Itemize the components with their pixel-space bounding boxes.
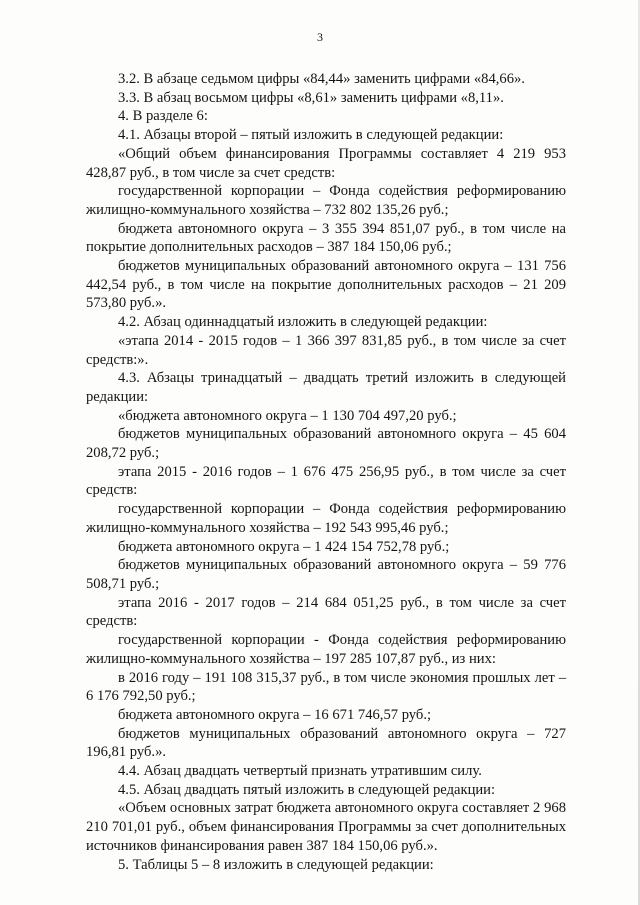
paragraph: государственной корпорации – Фонда содействия реформированию жилищно-коммунального хозяйства – 192 543 995,46 руб.; — [86, 501, 566, 536]
paragraph: 3.3. В абзац восьмом цифры «8,61» заменить цифрами «8,11». — [118, 89, 504, 106]
paragraph: бюджета автономного округа – 16 671 746,57 руб.; — [118, 706, 432, 723]
paragraph: «Объем основных затрат бюджета автономного округа составляет 2 968 210 701,01 руб., объем финансирования Программы за счет дополнительных источников финансирования равен 387 184 150,06 руб.». — [86, 800, 566, 854]
paragraph: этапа 2016 - 2017 годов – 214 684 051,25 руб., в том числе за счет средств: — [86, 594, 566, 630]
paragraph: 4.5. Абзац двадцать пятый изложить в следующей редакции: — [118, 781, 496, 798]
paragraph: 4.1. Абзацы второй – пятый изложить в следующей редакции: — [118, 127, 504, 144]
paragraph: 3.2. В абзаце седьмом цифры «84,44» заменить цифрами «84,66». — [118, 71, 525, 87]
paragraph: 4.2. Абзац одиннадцатый изложить в следующей редакции: — [118, 314, 488, 331]
paragraph: бюджета автономного округа – 3 355 394 851,07 руб., в том числе на покрытие дополнительных расходов – 387 184 150,06 руб.; — [86, 220, 566, 256]
paragraph: 4. В разделе 6: — [118, 108, 208, 125]
paragraph: бюджетов муниципальных образований автономного округа – 727 196,81 руб.». — [86, 725, 566, 761]
paragraph: «Общий объем финансирования Программы составляет 4 219 953 428,87 руб., в том числе за счет средств: — [86, 145, 566, 181]
paragraph: «бюджета автономного округа – 1 130 704 497,20 руб.; — [118, 407, 457, 424]
paragraph: 5. Таблицы 5 – 8 изложить в следующей редакции: — [118, 856, 434, 873]
paragraph: государственной корпорации – Фонда содействия реформированию жилищно-коммунального хозяйства – 732 802 135,26 руб.; — [86, 183, 566, 218]
paragraph: 4.4. Абзац двадцать четвертый признать утратившим силу. — [118, 763, 482, 780]
paragraph: бюджета автономного округа – 1 424 154 752,78 руб.; — [118, 538, 450, 555]
paragraph: бюджетов муниципальных образований автономного округа – 59 776 508,71 руб.; — [86, 557, 566, 592]
paragraph: «этапа 2014 - 2015 годов – 1 366 397 831,85 руб., в том числе за счет средств:». — [86, 332, 566, 368]
paragraph: в 2016 году – 191 108 315,37 руб., в том числе экономия прошлых лет – 6 176 792,50 руб.; — [86, 669, 566, 705]
document-body — [86, 70, 566, 874]
page-number: 3 — [317, 30, 323, 44]
paragraph: 4.3. Абзацы тринадцатый – двадцать третий изложить в следующей редакции: — [86, 370, 566, 405]
paragraph: государственной корпорации - Фонда содействия реформированию жилищно-коммунального хозяйства – 197 285 107,87 руб., из них: — [86, 632, 566, 667]
paragraph: бюджетов муниципальных образований автономного округа – 131 756 442,54 руб., в том числе на покрытие дополнительных расходов – 21 209 573,80 руб.». — [86, 258, 566, 312]
paragraph: бюджетов муниципальных образований автономного округа – 45 604 208,72 руб.; — [86, 426, 566, 462]
paragraph: этапа 2015 - 2016 годов – 1 676 475 256,95 руб., в том числе за счет средств: — [86, 463, 566, 499]
